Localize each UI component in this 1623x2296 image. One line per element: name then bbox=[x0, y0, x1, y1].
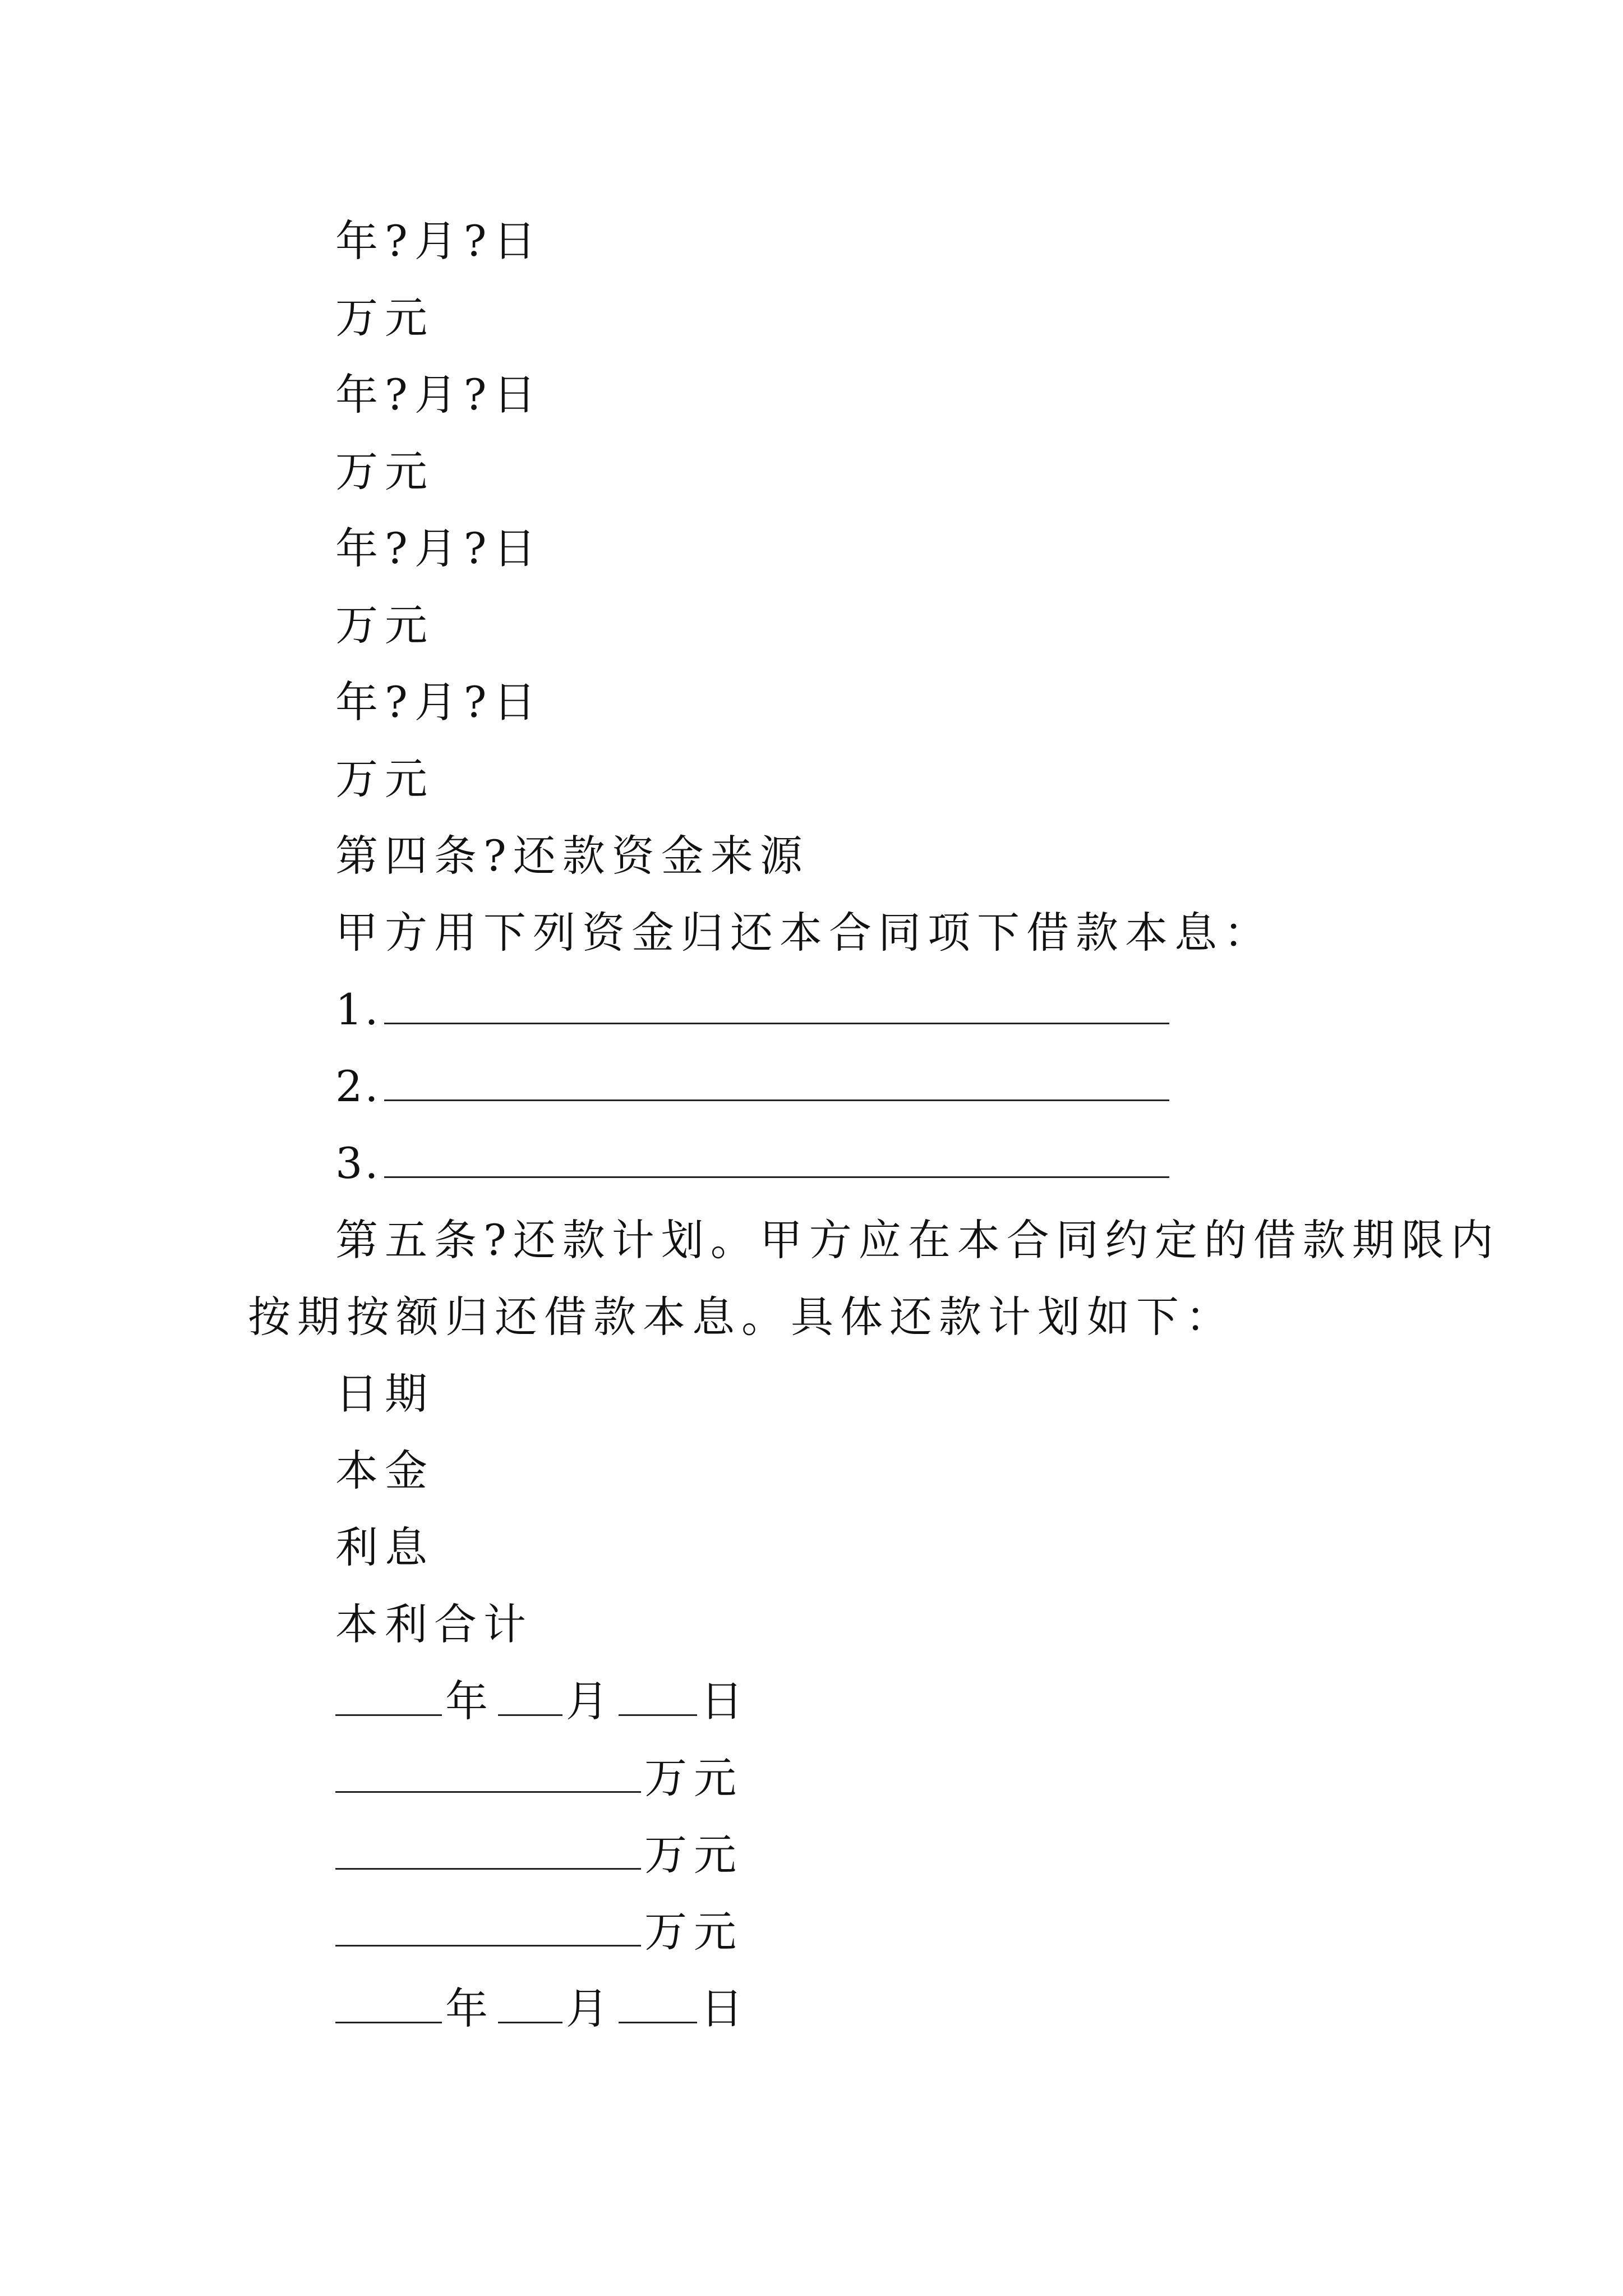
date-text: 年?月?日 bbox=[335, 216, 543, 266]
table-header-date bbox=[335, 1366, 434, 1422]
header-text: 利息 bbox=[335, 1522, 434, 1572]
table-header-total bbox=[335, 1596, 533, 1653]
schedule-amount-row bbox=[335, 1904, 743, 1960]
date-line bbox=[335, 213, 543, 269]
amount-text: 万元 bbox=[335, 447, 434, 496]
amount-blank[interactable] bbox=[335, 1910, 641, 1947]
year-blank[interactable] bbox=[335, 1987, 442, 2023]
item-number: 3. bbox=[335, 1138, 381, 1188]
item-number: 2. bbox=[335, 1061, 381, 1111]
header-text: 本金 bbox=[335, 1446, 434, 1496]
schedule-date-row bbox=[335, 1981, 750, 2037]
amount-line bbox=[335, 290, 434, 346]
repayment-source-item bbox=[335, 1135, 1173, 1191]
article-4-intro-text: 甲方用下列资金归还本合同项下借款本息： bbox=[335, 908, 1273, 958]
date-text: 年?月?日 bbox=[335, 370, 543, 420]
article-5-line bbox=[248, 1289, 1235, 1345]
amount-blank[interactable] bbox=[335, 1756, 641, 1793]
date-text: 年?月?日 bbox=[335, 523, 543, 573]
day-blank[interactable] bbox=[619, 1680, 697, 1716]
table-header-interest bbox=[335, 1520, 434, 1576]
date-line bbox=[335, 521, 543, 577]
article-4-title-text: 第四条?还款资金来源 bbox=[335, 831, 809, 881]
month-blank[interactable] bbox=[498, 1680, 562, 1716]
amount-line bbox=[335, 751, 434, 807]
repayment-source-item bbox=[335, 1059, 1173, 1115]
year-label: 年 bbox=[445, 1984, 495, 2033]
amount-line bbox=[335, 597, 434, 654]
blank-field[interactable] bbox=[384, 1142, 1169, 1178]
unit-label: 万元 bbox=[644, 1830, 743, 1880]
date-text: 年?月?日 bbox=[335, 677, 543, 727]
month-blank[interactable] bbox=[498, 1987, 562, 2023]
header-text: 日期 bbox=[335, 1369, 434, 1419]
article-5-text: 第五条?还款计划。甲方应在本合同约定的借款期限内 bbox=[335, 1215, 1500, 1265]
schedule-date-row bbox=[335, 1673, 750, 1729]
schedule-amount-row bbox=[335, 1750, 743, 1806]
header-text: 本利合计 bbox=[335, 1599, 533, 1649]
unit-label: 万元 bbox=[644, 1907, 743, 1957]
article-4-intro bbox=[335, 905, 1273, 961]
unit-label: 万元 bbox=[644, 1753, 743, 1803]
article-5-line bbox=[335, 1212, 1500, 1268]
year-label: 年 bbox=[445, 1676, 495, 1726]
schedule-amount-row bbox=[335, 1827, 743, 1883]
amount-line bbox=[335, 444, 434, 500]
day-blank[interactable] bbox=[619, 1987, 697, 2023]
day-label: 日 bbox=[700, 1984, 750, 2033]
day-label: 日 bbox=[700, 1676, 750, 1726]
amount-blank[interactable] bbox=[335, 1833, 641, 1870]
repayment-source-item bbox=[335, 982, 1173, 1038]
amount-text: 万元 bbox=[335, 754, 434, 804]
amount-text: 万元 bbox=[335, 600, 434, 650]
blank-field[interactable] bbox=[384, 1065, 1169, 1101]
amount-text: 万元 bbox=[335, 293, 434, 343]
article-5-text: 按期按额归还借款本息。具体还款计划如下： bbox=[248, 1292, 1235, 1342]
month-label: 月 bbox=[566, 1984, 615, 2033]
date-line bbox=[335, 674, 543, 730]
month-label: 月 bbox=[566, 1676, 615, 1726]
article-4-title bbox=[335, 828, 809, 884]
date-line bbox=[335, 367, 543, 423]
table-header-principal bbox=[335, 1443, 434, 1499]
blank-field[interactable] bbox=[384, 988, 1169, 1024]
year-blank[interactable] bbox=[335, 1680, 442, 1716]
item-number: 1. bbox=[335, 984, 381, 1034]
